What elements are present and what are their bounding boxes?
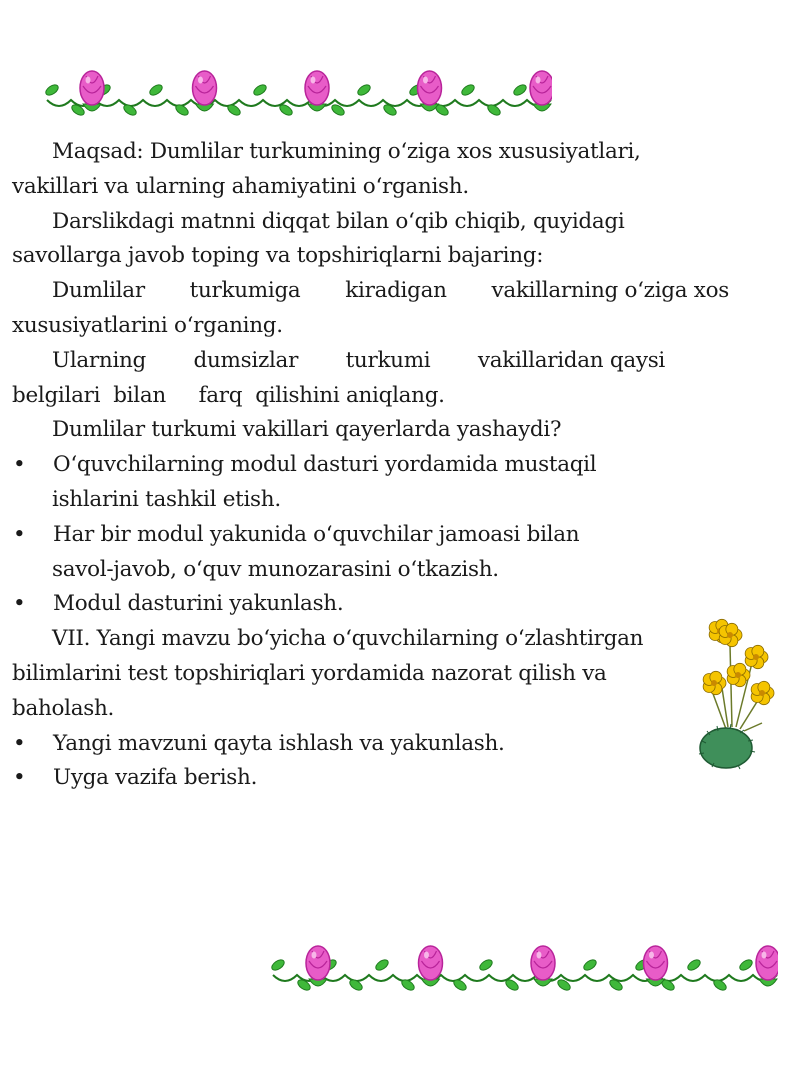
bullet-text: Modul dasturini yakunlash. [53, 591, 344, 617]
leaf-icon [270, 958, 286, 973]
rose-border-bottom [268, 935, 778, 1005]
leaf-icon [356, 83, 372, 98]
leaf-icon [44, 83, 60, 98]
rose-icon [530, 71, 552, 111]
leaf-icon [460, 83, 476, 98]
leaf-icon [512, 83, 528, 98]
rose-icon [80, 71, 104, 111]
task-2-line: Ularning dumsizlar turkumi vakillaridan qaysi [52, 347, 665, 373]
bullet-text: Har bir modul yakunida o‘quvchilar jamoasi bilan [53, 521, 580, 547]
bullet-item [12, 761, 742, 796]
bullet-text-cont: ishlarini tashkil etish. [52, 486, 281, 512]
leaf-icon [148, 83, 164, 98]
bullet-text: O‘quvchilarning modul dasturi yordamida mustaqil [53, 452, 597, 478]
task-2-line-cont: belgilari bilan farq qilishini aniqlang. [12, 382, 445, 408]
yellow-flower-cactus-icon [690, 605, 775, 775]
bullet-marker: • [13, 452, 26, 478]
section-vii-line: VII. Yangi mavzu bo‘yicha o‘quvchilarning o‘zlashtirgan [52, 626, 644, 652]
rose-border-top [42, 60, 552, 130]
instruction-line: Darslikdagi matnni diqqat bilan o‘qib chiqib, quyidagi [52, 208, 625, 234]
rose-icon [305, 71, 329, 111]
bullet-item [12, 448, 742, 483]
instruction-line-cont: savollarga javob toping va topshiriqlarni bajaring: [12, 243, 544, 269]
rose-icon [418, 71, 442, 111]
leaf-icon [738, 958, 754, 973]
bullet-item [12, 518, 742, 553]
yellow-flower-icon [745, 645, 768, 668]
bullet-marker: • [13, 765, 26, 791]
section-vii-line-cont: bilimlarini test topshiriqlari yordamida nazorat qilish va [12, 660, 607, 686]
cactus-icon [700, 728, 752, 768]
rose-icon [193, 71, 217, 111]
rose-icon [306, 946, 330, 986]
bullet-text: Yangi mavzuni qayta ishlash va yakunlash. [53, 730, 505, 756]
yellow-flower-icon [751, 681, 774, 704]
bullet-text: Uyga vazifa berish. [53, 765, 258, 791]
leaf-icon [686, 958, 702, 973]
lesson-text [12, 135, 742, 796]
rose-icon [531, 946, 555, 986]
task-1-line: Dumlilar turkumiga kiradigan vakillarning o‘ziga xos [52, 278, 729, 304]
goal-line-cont: vakillari va ularning ahamiyatini o‘rganish. [12, 173, 469, 199]
section-vii-line-end: baholash. [12, 695, 115, 721]
goal-line: Maqsad: Dumlilar turkumining o‘ziga xos xususiyatlari, [52, 139, 641, 164]
bullet-text-cont: savol-javob, o‘quv munozarasini o‘tkazish. [52, 556, 499, 582]
bullet-marker: • [13, 730, 26, 756]
yellow-flower-icon [719, 623, 742, 646]
rose-icon [419, 946, 443, 986]
leaf-icon [582, 958, 598, 973]
task-1-line-cont: xususiyatlarini o‘rganing. [12, 312, 283, 338]
leaf-icon [478, 958, 494, 973]
leaf-icon [252, 83, 268, 98]
rose-icon [756, 946, 778, 986]
bullet-marker: • [13, 591, 26, 617]
leaf-icon [374, 958, 390, 973]
task-3-line: Dumlilar turkumi vakillari qayerlarda yashaydi? [52, 417, 562, 443]
bullet-item [12, 727, 742, 762]
bullet-marker: • [13, 521, 26, 547]
bullet-item [12, 587, 742, 622]
rose-icon [644, 946, 668, 986]
